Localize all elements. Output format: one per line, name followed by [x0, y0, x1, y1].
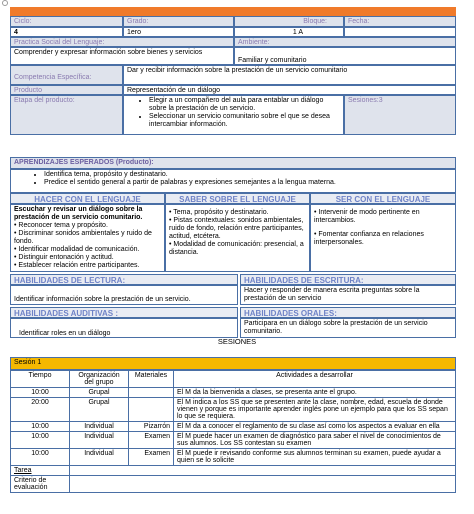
competencia-value: Dar y recibir información sobre la prestación de un servicio comunitario — [123, 65, 456, 85]
col-tiempo: Tiempo — [11, 371, 70, 388]
criterio-row — [11, 476, 456, 493]
lectura-value: Identificar información sobre la prestación de un servicio. — [10, 285, 238, 305]
ambiente-label: Ambiente: — [234, 37, 456, 47]
ambiente-value: Familiar y comunitario — [234, 47, 456, 65]
hacer-item: • Identificar modalidad de comunicación. — [14, 246, 140, 253]
actividad-cell: El M da la bienvenida a clases, se presenta ante el grupo. — [174, 388, 456, 398]
hacer-intro: Escuchar y revisar un diálogo sobre la prestación de un servicio comunitario. — [14, 206, 143, 221]
organizacion-cell: Individual — [70, 422, 129, 432]
hacer-item: • Establecer relación entre participantes. — [14, 262, 140, 269]
producto-value: Representación de un diálogo — [123, 85, 456, 95]
competencia-label: Competencia Específica: — [10, 65, 123, 85]
practica-value: Comprender y expresar información sobre bienes y servicios — [10, 47, 234, 65]
etapa-item: • Elegir a un compañero del aula para entablar un diálogo sobre la prestación de un servicio. — [149, 97, 340, 113]
tiempo-cell: 10:00 — [11, 422, 70, 432]
materiales-cell: Examen — [129, 449, 174, 466]
grado-value: 1ero — [123, 27, 234, 37]
aprendizajes-title: APRENDIZAJES ESPERADOS (Producto): — [10, 157, 456, 169]
producto-label: Producto — [10, 85, 123, 95]
ciclo-label: Ciclo: — [10, 16, 123, 27]
ser-title: SER CON EL LENGUAJE — [310, 193, 456, 204]
sesiones-heading: SESIONES — [217, 337, 257, 346]
table-row — [11, 422, 456, 432]
tiempo-cell: 20:00 — [11, 398, 70, 422]
hacer-title: HACER CON EL LENGUAJE — [10, 193, 165, 204]
saber-column — [165, 204, 310, 272]
organizacion-cell: Grupal — [70, 398, 129, 422]
auditivas-value: Identificar roles en un diálogo — [10, 318, 238, 338]
criterio-value — [70, 476, 456, 493]
header-bar — [10, 7, 456, 16]
organizacion-cell: Individual — [70, 432, 129, 449]
col-materiales: Materiales — [129, 371, 174, 388]
ser-item: • Intervenir de modo pertinente en intercambios. — [314, 209, 420, 224]
session-title: Sesión 1 — [10, 357, 456, 370]
actividad-cell: El M indica a los SS que se presenten ante la clase, nombre, edad, escuela de donde vienen y porque es importante aprender inglés pone un ejemplo para que los SS sepan lo que se requiera. — [174, 398, 456, 422]
tiempo-cell: 10:00 — [11, 449, 70, 466]
saber-item: • Pistas contextuales: sonidos ambientales, ruido de fondo, relación entre participantes, actitud, etcétera. — [169, 217, 304, 240]
grado-label: Grado: — [123, 16, 234, 27]
lectura-title: HABILIDADES DE LECTURA: — [10, 274, 238, 285]
hacer-item: • Distinguir entonación y actitud. — [14, 254, 114, 261]
table-header-row — [11, 371, 456, 388]
tarea-label: Tarea — [11, 466, 70, 476]
hacer-item: • Discriminar sonidos ambientales y ruido de fondo. — [14, 230, 152, 245]
practica-label: Practica Social del Lenguaje: — [10, 37, 234, 47]
hacer-column — [10, 204, 165, 272]
organizacion-cell: Individual — [70, 449, 129, 466]
actividad-cell: El M puede ir revisando conforme sus alumnos terminan su examen, puede ayudar a quien se lo solicite — [174, 449, 456, 466]
aprendizaje-item: • Predice el sentido general a partir de palabras y expresiones semejantes a la lengua materna. — [44, 179, 452, 187]
etapa-list — [123, 95, 344, 135]
materiales-cell: Pizarrón — [129, 422, 174, 432]
ser-item: • Fomentar confianza en relaciones interpersonales. — [314, 231, 424, 246]
materiales-cell: Examen — [129, 432, 174, 449]
saber-item: • Modalidad de comunicación: presencial, a distancia. — [169, 241, 304, 256]
etapa-item: • Seleccionar un servicio comunitario sobre el que se desea intercambiar información. — [149, 113, 340, 129]
tarea-row — [11, 466, 456, 476]
criterio-label: Criterio de evaluación — [11, 476, 70, 493]
escritura-value: Hacer y responder de manera escrita preguntas sobre la prestación de un servicio — [240, 285, 456, 305]
actividad-cell: El M da a conocer el reglamento de su clase así como los aspectos a evaluar en ella — [174, 422, 456, 432]
session-table — [10, 370, 456, 493]
ciclo-value: 4 — [10, 27, 123, 37]
auditivas-title: HABILIDADES AUDITIVAS : — [10, 307, 238, 318]
orales-title: HABILIDADES ORALES: — [240, 307, 456, 318]
sesiones-count: Sesiones:3 — [344, 95, 456, 135]
orales-value: Participara en un diálogo sobre la prestación de un servicio comunitario. — [240, 318, 456, 338]
bloque-label: Bloque: — [234, 16, 344, 27]
etapa-label: Etapa del producto: — [10, 95, 123, 135]
session-block — [10, 357, 456, 493]
escritura-title: HABILIDADES DE ESCRITURA: — [240, 274, 456, 285]
materiales-cell — [129, 398, 174, 422]
saber-item: • Tema, propósito y destinatario. — [169, 209, 269, 216]
aprendizaje-item: • Identifica tema, propósito y destinatario. — [44, 171, 452, 179]
tiempo-cell: 10:00 — [11, 388, 70, 398]
tarea-value — [70, 466, 456, 476]
page-marker-icon — [2, 0, 8, 6]
table-row — [11, 398, 456, 422]
saber-title: SABER SOBRE EL LENGUAJE — [165, 193, 310, 204]
fecha-value — [344, 27, 456, 37]
table-row — [11, 388, 456, 398]
fecha-label: Fecha: — [344, 16, 456, 27]
actividad-cell: El M puede hacer un examen de diagnóstico para saber el nivel de conocimientos de sus alumnos. Los SS contestan su examen — [174, 432, 456, 449]
bloque-value: 1 A — [234, 27, 344, 37]
col-organizacion: Organización del grupo — [70, 371, 129, 388]
ser-column — [310, 204, 456, 272]
table-row — [11, 449, 456, 466]
aprendizajes-list — [10, 169, 456, 193]
hacer-item: • Reconocer tema y propósito. — [14, 222, 108, 229]
col-actividades: Actividades a desarrollar — [174, 371, 456, 388]
materiales-cell — [129, 388, 174, 398]
tiempo-cell: 10:00 — [11, 432, 70, 449]
table-row — [11, 432, 456, 449]
organizacion-cell: Grupal — [70, 388, 129, 398]
